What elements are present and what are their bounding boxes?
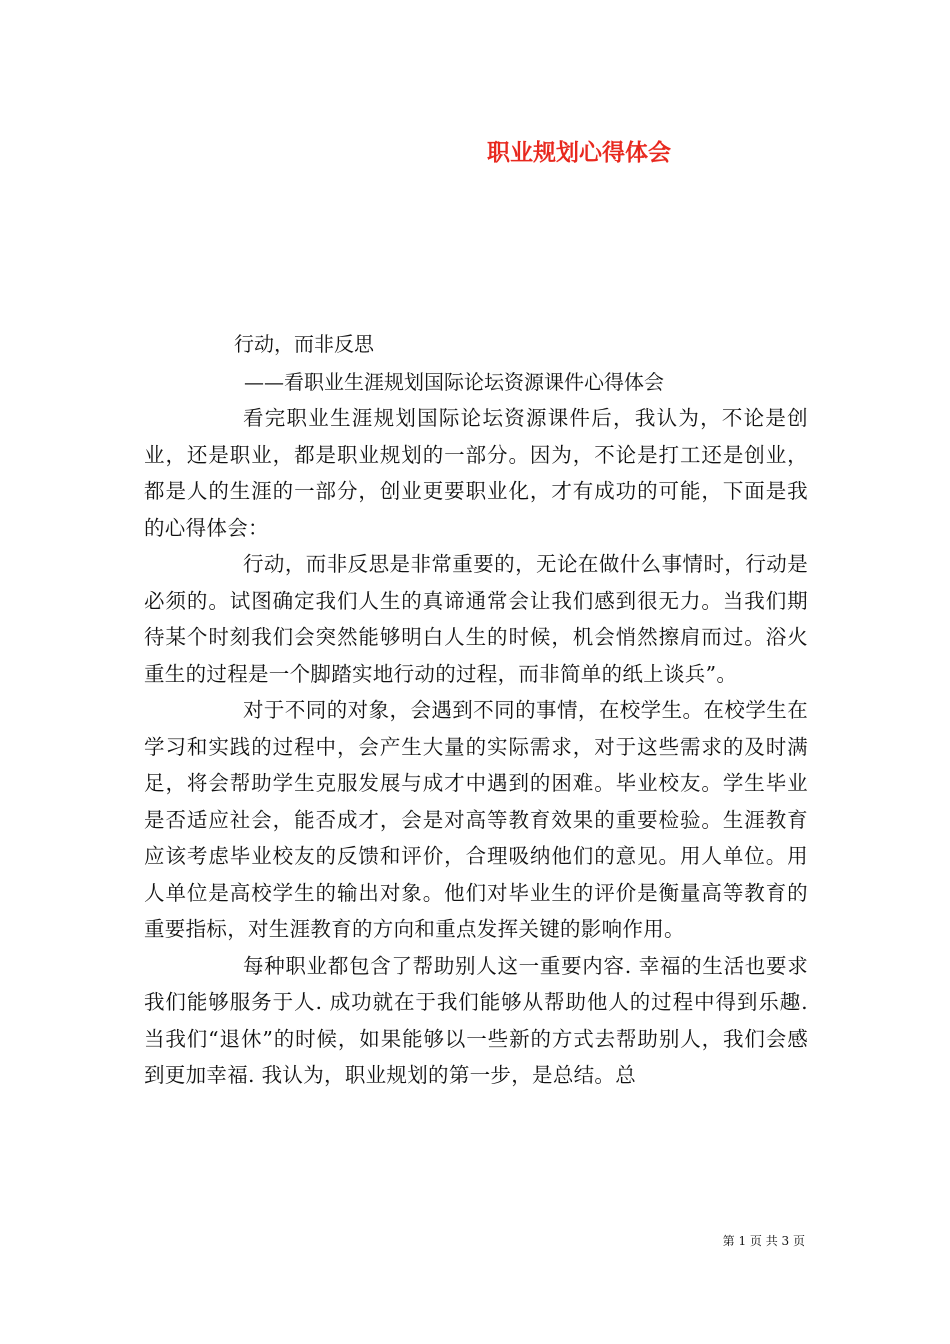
- page-number: 第 1 页 共 3 页: [722, 1234, 805, 1248]
- paragraph: 每种职业都包含了帮助别人这一重要内容. 幸福的生活也要求我们能够服务于人. 成功就在于我们能够从帮助他人的过程中得到乐趣. 当我们“退休”的时候，如果能够以一些新的方式去帮助别人，我们会感到更加幸福. 我认为，职业规划的第一步，是总结。总: [144, 953, 808, 1087]
- article-subheading: ——看职业生涯规划国际论坛资源课件心得体会: [244, 370, 664, 394]
- paragraph: 对于不同的对象，会遇到不同的事情，在校学生。在校学生在学习和实践的过程中，会产生大量的实际需求，对于这些需求的及时满足，将会帮助学生克服发展与成才中遇到的困难。毕业校友。学生毕业是否适应社会，能否成才，会是对高等教育效果的重要检验。生涯教育应该考虑毕业校友的反馈和评价，合理吸纳他们的意见。用人单位。用人单位是高校学生的输出对象。他们对毕业生的评价是衡量高等教育的重要指标，对生涯教育的方向和重点发挥关键的影响作用。: [144, 698, 808, 941]
- paragraph: 行动，而非反思是非常重要的，无论在做什么事情时，行动是必须的。试图确定我们人生的真谛通常会让我们感到很无力。当我们期待某个时刻我们会突然能够明白人生的时候，机会悄然擦肩而过。浴火重生的过程是一个脚踏实地行动的过程，而非简单的纸上谈兵”。: [144, 552, 808, 686]
- document-title: 职业规划心得体会: [487, 139, 671, 166]
- article-heading: 行动，而非反思: [234, 332, 374, 356]
- paragraph: 看完职业生涯规划国际论坛资源课件后，我认为，不论是创业，还是职业，都是职业规划的一部分。因为，不论是打工还是创业，都是人的生涯的一部分，创业更要职业化，才有成功的可能，下面是我的心得体会：: [144, 406, 808, 540]
- article-body: [144, 400, 808, 1094]
